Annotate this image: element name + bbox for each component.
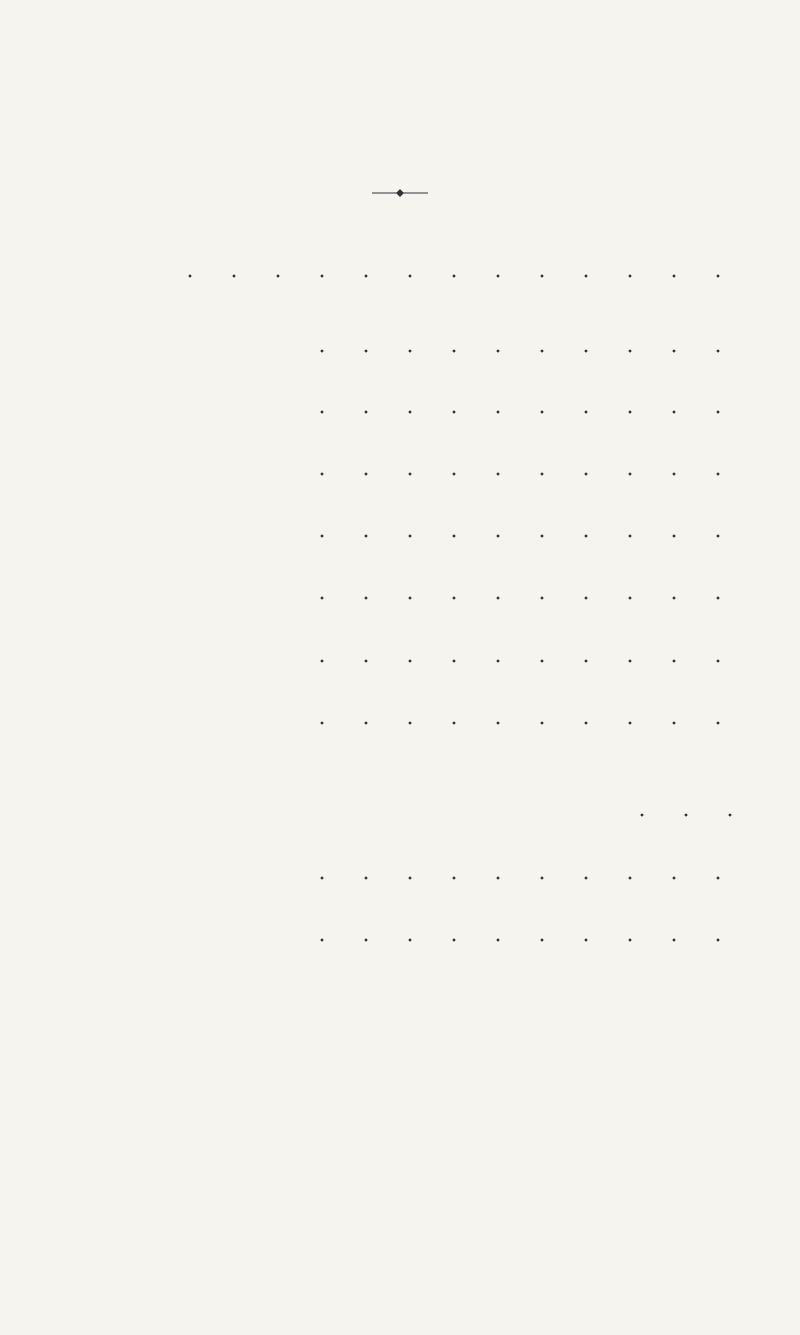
toc-entry-3-sub [0, 398, 800, 428]
dot-leader [168, 271, 732, 281]
dot-leader [300, 346, 732, 356]
toc-entry-2-sub [0, 337, 800, 367]
dot-leader [300, 718, 732, 728]
toc-entry-7 [0, 616, 800, 646]
toc-entry-4 [0, 429, 800, 459]
dot-leader [300, 407, 732, 417]
toc-entry-5-sub [0, 522, 800, 552]
ornament-divider-icon [372, 188, 428, 198]
toc-entry-3 [0, 366, 800, 396]
toc-entry-8-sub [0, 709, 800, 739]
toc-entry-5 [0, 491, 800, 521]
toc-entry-1 [0, 262, 800, 292]
dot-leader [300, 935, 732, 945]
dot-leader [300, 656, 732, 666]
toc-entry-2 [0, 305, 800, 335]
toc-entry-6 [0, 553, 800, 583]
dot-leader [300, 593, 732, 603]
dot-leader [300, 469, 732, 479]
toc-entry-8 [0, 677, 800, 707]
dot-leader [300, 873, 732, 883]
toc-entry-11 [0, 895, 800, 925]
dot-leader [300, 531, 732, 541]
toc-entry-11-line2 [0, 926, 800, 956]
dot-leader [620, 810, 732, 820]
toc-entry-4-sub [0, 460, 800, 490]
toc-entry-10-line2 [0, 864, 800, 894]
toc-entry-9-line2 [0, 771, 800, 801]
toc-entry-9-line3 [0, 801, 800, 831]
toc-entry-9 [0, 740, 800, 770]
toc-entry-6-sub [0, 584, 800, 614]
toc-entry-10 [0, 833, 800, 863]
toc-entry-7-sub [0, 647, 800, 677]
